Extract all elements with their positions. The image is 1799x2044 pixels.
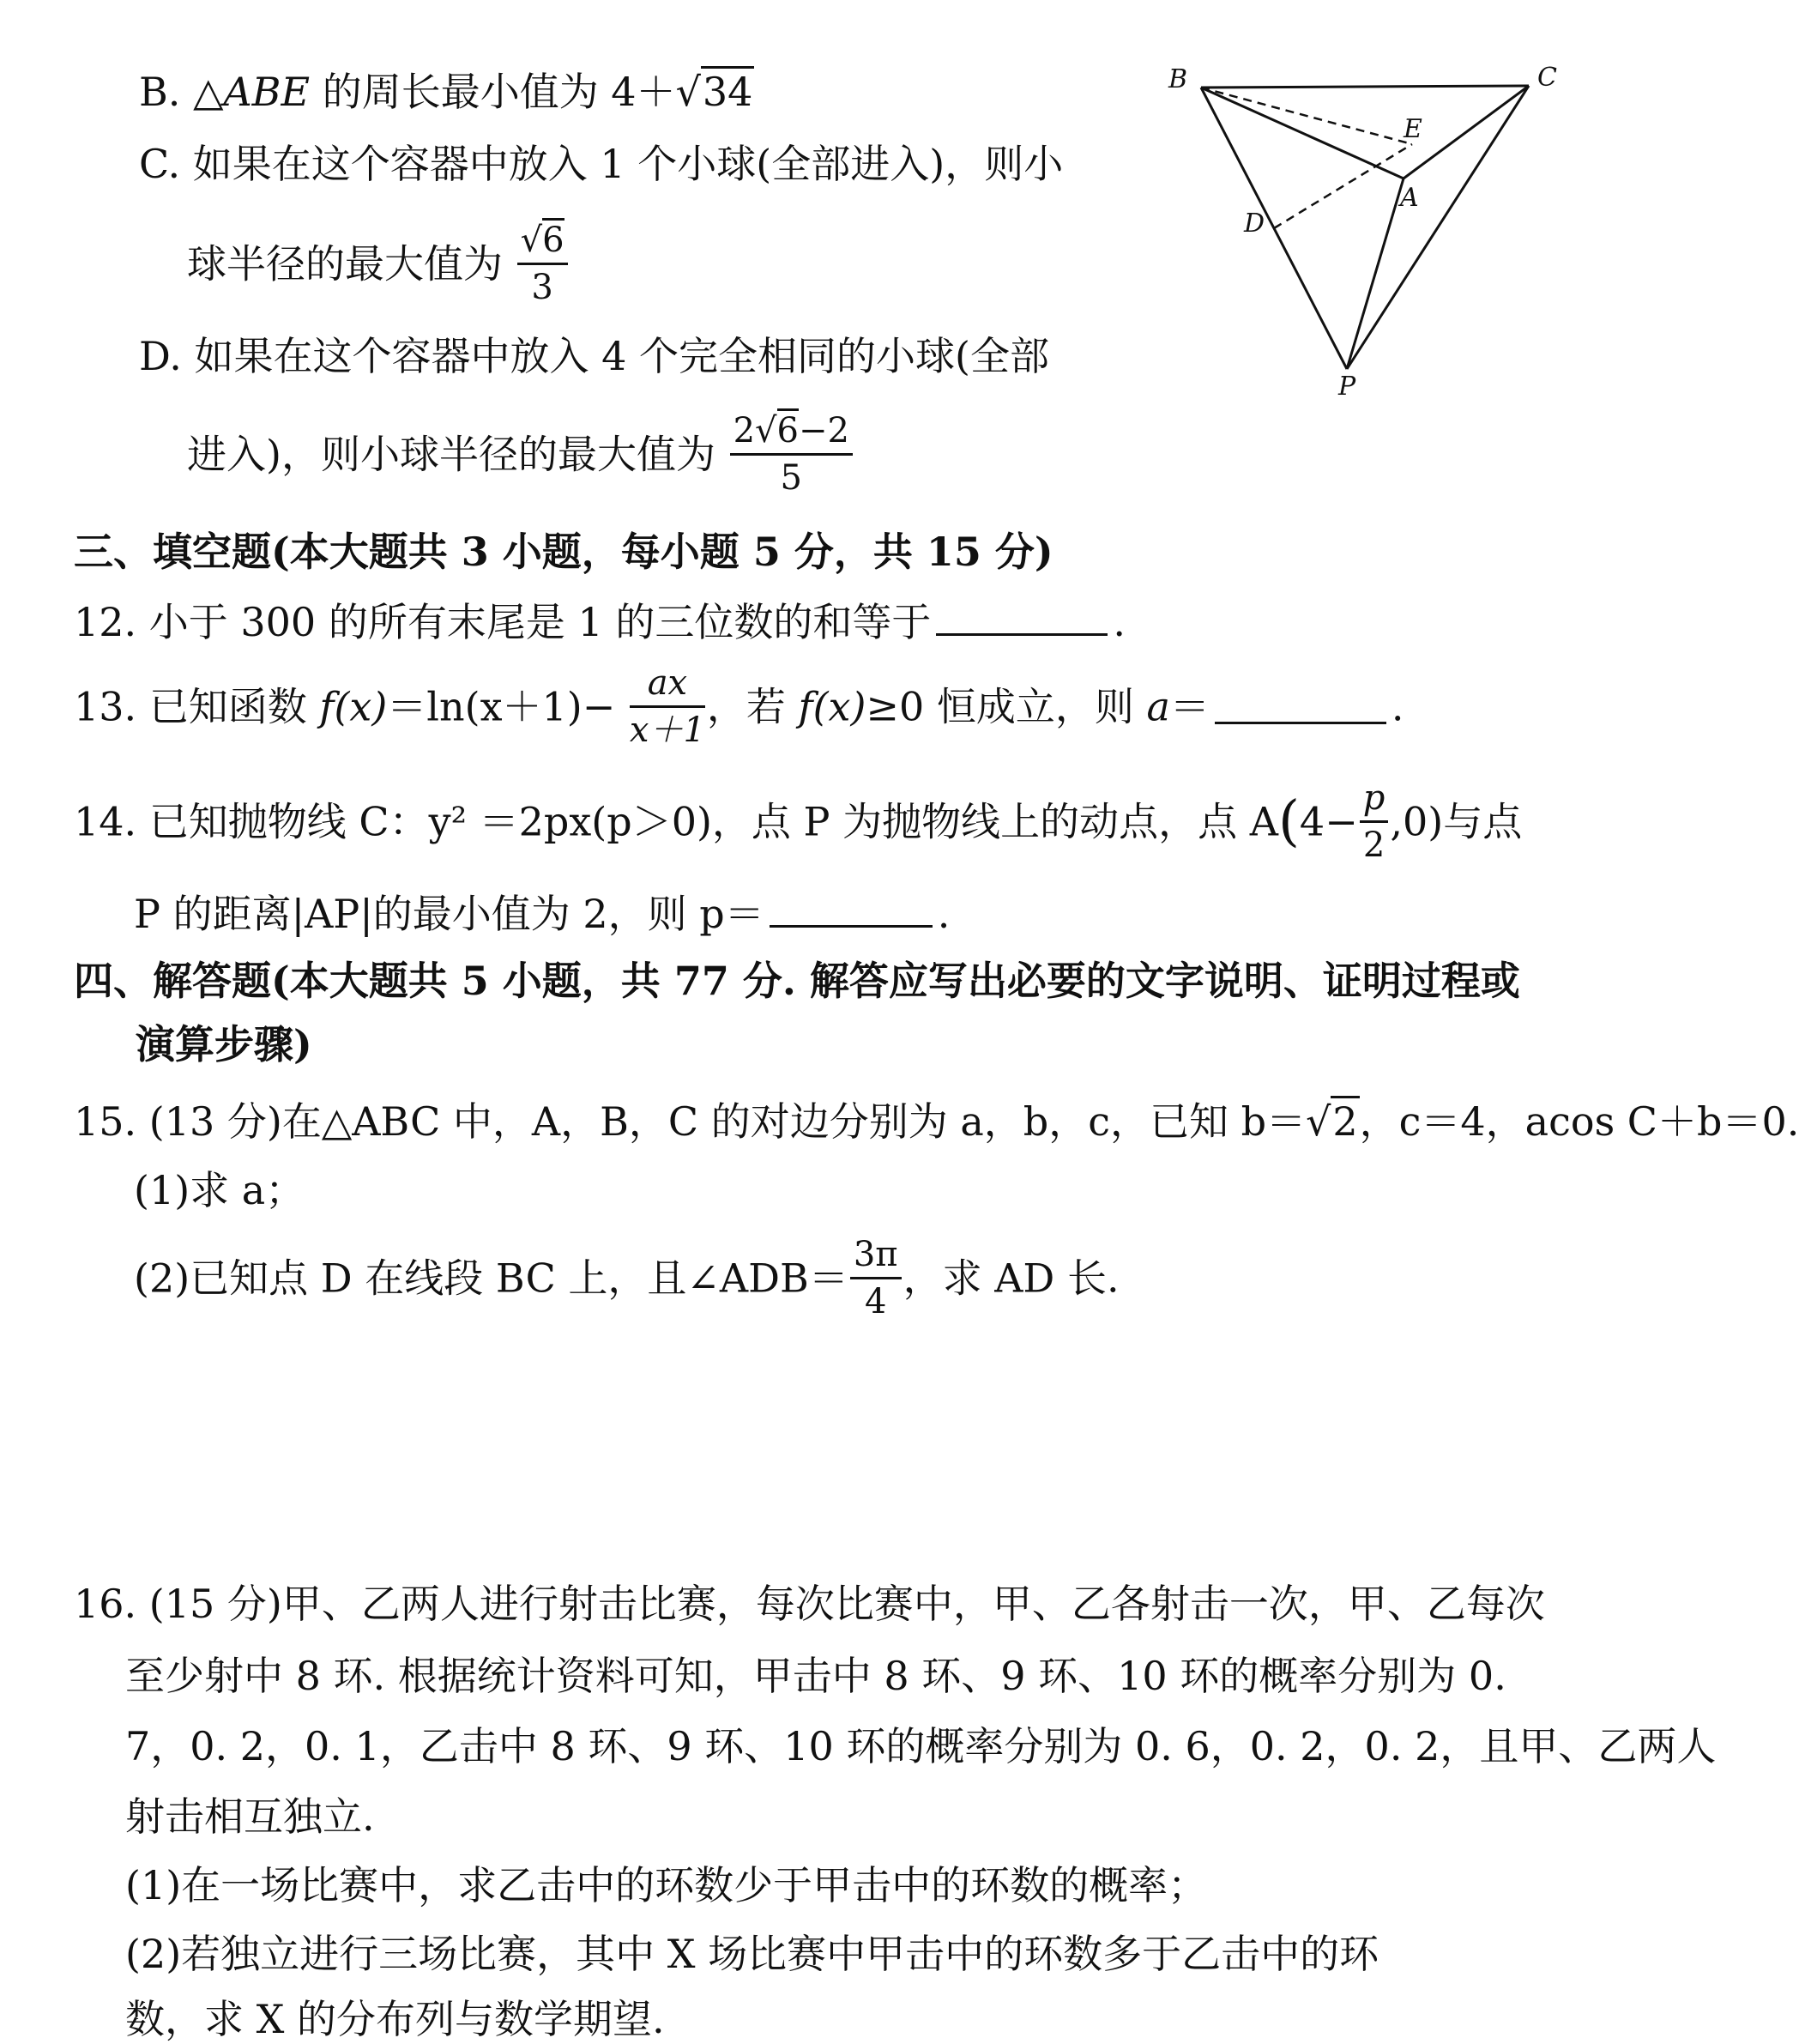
question-16-line2: 至少射中 8 环. 根据统计资料可知，甲击中 8 环、9 环、10 环的概率分别为 0. — [125, 1653, 1506, 1699]
option-c-num-radicand: 6 — [542, 218, 564, 260]
label-b: B — [1168, 64, 1188, 94]
question-16-part2-line2: 数，求 X 的分布列与数学期望. — [125, 1996, 665, 2042]
section-3-title: 三、填空题(本大题共 3 小题，每小题 5 分，共 15 分) — [74, 529, 1053, 575]
q13-cond: ≥0 恒成立，则 — [866, 683, 1147, 730]
q13-f: f — [319, 683, 335, 730]
q13-a: a — [1146, 683, 1170, 730]
label-e: E — [1404, 114, 1422, 144]
q13-f2: f — [798, 683, 813, 730]
q14-num: p — [1360, 779, 1389, 823]
option-d-num-radicand: 6 — [777, 408, 799, 451]
q15-line1a: 15. (13 分)在△ABC 中，A，B，C 的对边分别为 a，b，c，已知 b＝ — [74, 1098, 1307, 1145]
q15-fraction — [850, 1236, 902, 1321]
option-d-line1: D. 如果在这个容器中放入 4 个完全相同的小球(全部 — [139, 333, 1049, 379]
q14-four: 4− — [1299, 798, 1358, 845]
q13-eq: ＝ln(x＋1)− — [387, 683, 616, 730]
option-d-fraction: $\frac{2√6-2}{5}$ — [730, 412, 853, 497]
label-d: D — [1244, 209, 1265, 239]
label-c: C — [1537, 63, 1557, 93]
q14-pre: 14. 已知抛物线 C：y² ＝2px(p＞0)，点 P 为抛物线上的动点，点 A — [74, 798, 1278, 845]
q12-end: . — [1113, 599, 1126, 645]
q14-den: 2 — [1362, 825, 1385, 865]
q12-blank — [936, 601, 1108, 636]
section-4-title-line1: 四、解答题(本大题共 5 小题，共 77 分. 解答应写出必要的文字说明、证明过程或 — [74, 958, 1520, 1004]
question-16-line3: 7，0. 2，0. 1，乙击中 8 环、9 环、10 环的概率分别为 0. 6，0. 2，0. 2，且甲、乙两人 — [125, 1723, 1717, 1769]
question-14-line2 — [134, 891, 951, 937]
option-b-radicand: 34 — [701, 66, 755, 115]
section-4-title-line2: 演算步骤) — [136, 1021, 312, 1067]
q13-num: ax — [630, 664, 705, 708]
question-13 — [74, 664, 1404, 749]
option-c-line2 — [187, 221, 570, 306]
q14-blank — [770, 892, 933, 928]
label-p: P — [1338, 372, 1356, 402]
q13-x2: (x) — [812, 683, 866, 730]
question-12 — [74, 599, 1126, 645]
q13-den: x＋1 — [629, 711, 705, 750]
option-b-sqrt: √34 — [676, 72, 755, 112]
question-16-line1: 16. (15 分)甲、乙两人进行射击比赛，每次比赛中，甲、乙各射击一次，甲、乙每次 — [74, 1581, 1545, 1627]
question-15-part2 — [134, 1236, 1120, 1321]
edge-ap — [1347, 178, 1404, 369]
q14-end: . — [937, 891, 951, 937]
tetrahedron-figure — [1150, 51, 1579, 402]
q15-num: 3π — [850, 1236, 902, 1279]
question-16-line4: 射击相互独立. — [125, 1793, 375, 1840]
option-c-fraction: $\frac{√6}{3}$ — [517, 221, 568, 306]
option-d-num-post: −2 — [798, 411, 849, 451]
edge-bc — [1201, 86, 1529, 88]
option-d-text: 进入)，则小球半径的最大值为 — [187, 431, 715, 478]
q14-fraction — [1360, 779, 1389, 864]
option-c-text: 球半径的最大值为 — [187, 240, 503, 287]
q13-eqs: ＝ — [1169, 683, 1210, 730]
option-b-label: B. — [139, 69, 181, 115]
q15-radicand: 2 — [1331, 1096, 1359, 1145]
question-14-line1 — [74, 779, 1522, 864]
q13-end: . — [1391, 683, 1404, 730]
question-15-part1: (1)求 a； — [134, 1167, 305, 1213]
option-b-text: 的周长最小值为 4＋ — [322, 69, 676, 115]
option-b — [139, 69, 754, 115]
q14-post: 与点 — [1443, 798, 1523, 845]
option-c-den: 3 — [531, 268, 553, 307]
q13-blank — [1215, 689, 1386, 724]
q13-fraction — [630, 664, 705, 749]
edge-cp — [1347, 86, 1529, 369]
q15-line1b: ，c＝4，acos C＋b＝0. — [1359, 1098, 1799, 1145]
q13-mid: ，若 — [706, 683, 799, 730]
label-a: A — [1400, 183, 1419, 213]
q13-pre: 13. 已知函数 — [74, 683, 320, 730]
option-b-triangle: ABE — [223, 69, 311, 115]
q13-x1: (x) — [334, 683, 388, 730]
q12-text: 12. 小于 300 的所有末尾是 1 的三位数的和等于 — [74, 599, 932, 645]
option-c-line1: C. 如果在这个容器中放入 1 个小球(全部进入)，则小 — [139, 141, 1064, 187]
option-b-triangle-symbol: △ — [193, 69, 224, 115]
q14-open: ( — [1277, 789, 1300, 854]
option-d-den: 5 — [780, 458, 802, 498]
question-16-part2-line1: (2)若独立进行三场比赛，其中 X 场比赛中甲击中的环数多于乙击中的环 — [125, 1931, 1379, 1977]
q15-den: 4 — [864, 1282, 887, 1321]
q14-line2: P 的距离|AP|的最小值为 2，则 p＝ — [134, 891, 764, 937]
q15-p2a: (2)已知点 D 在线段 BC 上，且∠ADB＝ — [134, 1255, 848, 1302]
question-16-part1: (1)在一场比赛中，求乙击中的环数少于甲击中的环数的概率； — [125, 1862, 1208, 1908]
option-d-line2 — [187, 412, 854, 497]
question-15-line1 — [74, 1098, 1799, 1145]
option-d-num-pre: 2 — [733, 411, 756, 451]
q14-close: ,0) — [1390, 798, 1444, 845]
q15-sqrt: √2 — [1306, 1102, 1360, 1141]
q15-p2b: ，求 AD 长. — [903, 1255, 1120, 1302]
